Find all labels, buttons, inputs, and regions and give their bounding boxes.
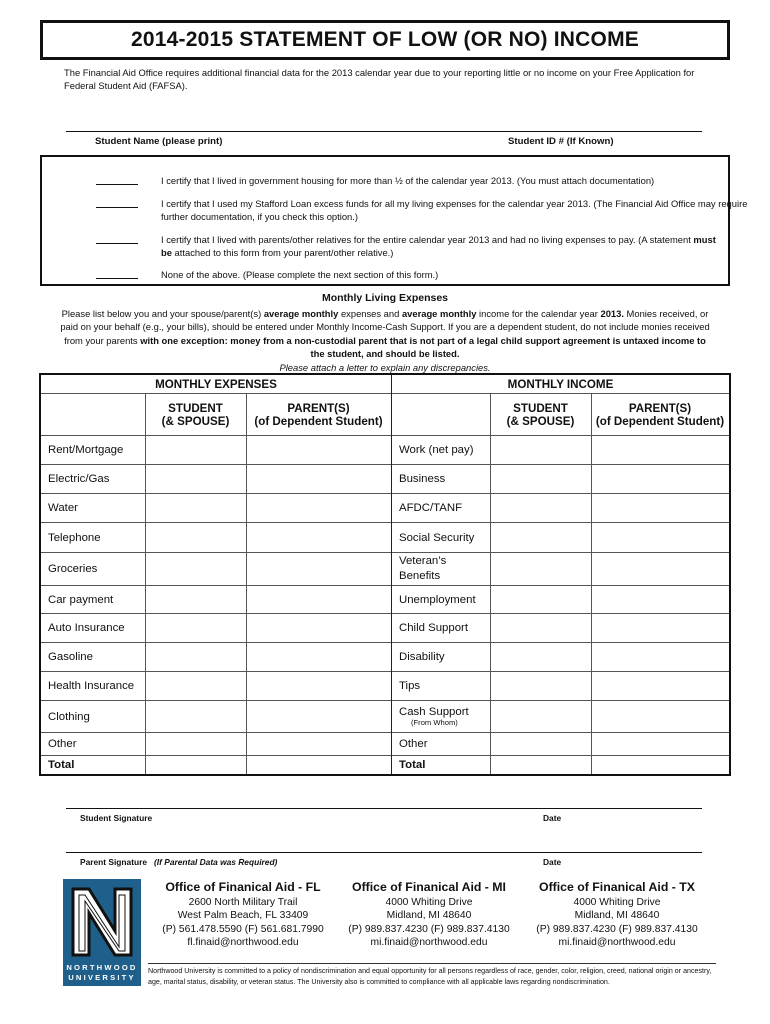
income-label-work: Work (net pay) [399, 444, 474, 456]
office-fl-city: West Palm Beach, FL 33409 [177, 910, 309, 922]
expenses-student-col-header: STUDENT (& SPOUSE) [161, 401, 230, 428]
office-tx [522, 881, 712, 950]
office-tx-city: Midland, MI 48640 [574, 910, 660, 922]
income-parent-col-header: PARENT(S) (of Dependent Student) [595, 401, 725, 428]
nondiscrimination-notice: Northwood University is committed to a policy of nondiscrimination and equal opportunity for all persons regardless of race, gender, color, religion, creed, national origin or ancestry, age, marital status, disability, or veteran status. The University also is committed to compliance with all applicable laws regarding nondiscrimination. [148, 967, 712, 986]
cert-checkline-2[interactable] [96, 207, 138, 208]
northwood-logo [63, 879, 141, 986]
student-name-label: Student Name (please print) [95, 136, 223, 147]
cert-text-3: I certify that I lived with parents/other relatives for the entire calendar year 2013 and had no living expenses to pay. (A statement must be attached to this form from your parent/other relative.) [161, 234, 716, 258]
income-label-veterans-benefits: Veteran’s Benefits [399, 555, 447, 582]
expense-label-telephone: Telephone [48, 531, 101, 544]
student-date-label: Date [543, 813, 562, 823]
title-box [40, 20, 730, 60]
parent-signature-line[interactable] [66, 852, 702, 853]
office-mi-phone: (P) 989.837.4230 (F) 989.837.4130 [348, 923, 510, 935]
income-label-tips: Tips [399, 680, 421, 692]
office-mi-city: Midland, MI 48640 [386, 910, 472, 922]
office-fl-title: Office of Finanical Aid - FL [165, 880, 321, 894]
student-id-label: Student ID # (If Known) [508, 136, 614, 147]
income-label-disability: Disability [399, 651, 445, 663]
expense-label-other: Other [48, 738, 77, 750]
office-fl [148, 881, 338, 950]
northwood-n-logo-icon [63, 881, 141, 961]
income-label-afdc: AFDC/TANF [399, 502, 463, 514]
income-label-business: Business [399, 473, 446, 485]
cert-checkline-4[interactable] [96, 278, 138, 279]
office-tx-email[interactable]: mi.finaid@northwood.edu [558, 937, 676, 949]
living-expenses-title: Monthly Living Expenses [321, 292, 449, 304]
student-name-line[interactable] [66, 131, 702, 132]
logo-line-2: UNIVERSITY [68, 973, 136, 982]
income-label-other: Other [399, 738, 428, 750]
intro-text: The Financial Aid Office requires additional financial data for the 2013 calendar year due to your reporting little or no income on your Free Application for Federal Student Aid (FAFSA). [64, 67, 695, 91]
expense-label-car-payment: Car payment [48, 593, 114, 606]
student-signature-label: Student Signature [80, 813, 153, 823]
cash-support-from-whom: (From Whom) [411, 718, 458, 727]
parent-date-label: Date [543, 857, 562, 867]
income-label-cash-support: Cash Support (From Whom) [399, 706, 469, 727]
office-fl-phone: (P) 561.478.5590 (F) 561.681.7990 [162, 923, 324, 935]
income-label-social-security: Social Security [399, 531, 475, 544]
cert-checkline-1[interactable] [96, 184, 138, 185]
student-signature-line[interactable] [66, 808, 702, 809]
income-student-col-header: STUDENT (& SPOUSE) [506, 401, 575, 428]
office-fl-email[interactable]: fl.finaid@northwood.edu [187, 937, 299, 949]
income-label-child-support: Child Support [399, 622, 469, 634]
office-mi-title: Office of Finanical Aid - MI [352, 880, 506, 894]
logo-line-1: NORTHWOOD [66, 963, 138, 972]
office-mi-street: 4000 Whiting Drive [385, 896, 473, 908]
cert-text-2: I certify that I used my Stafford Loan excess funds for all my living expenses for the calendar year 2013. (The Financial Aid Office may require further documentation, if you check this option.) [161, 198, 748, 222]
office-fl-street: 2600 North Military Trail [188, 896, 298, 908]
expenses-parent-col-header: PARENT(S) (of Dependent Student) [254, 401, 383, 428]
monthly-expenses-header: MONTHLY EXPENSES [155, 377, 277, 391]
office-mi-email[interactable]: mi.finaid@northwood.edu [370, 937, 488, 949]
office-tx-street: 4000 Whiting Drive [573, 896, 661, 908]
office-mi [338, 881, 520, 950]
cert-text-1: I certify that I lived in government housing for more than ½ of the calendar year 2013. (You must attach documentation) [161, 175, 655, 186]
office-tx-title: Office of Finanical Aid - TX [539, 880, 695, 894]
income-label-unemployment: Unemployment [399, 593, 476, 606]
expense-label-groceries: Groceries [48, 563, 98, 575]
certification-box [40, 155, 748, 286]
monthly-income-header: MONTHLY INCOME [507, 377, 614, 391]
cert-text-4: None of the above. (Please complete the next section of this form.) [161, 269, 439, 280]
parent-signature-label: Parent Signature (If Parental Data was Required) [80, 857, 278, 867]
expense-label-health-insurance: Health Insurance [48, 680, 135, 692]
office-tx-phone: (P) 989.837.4230 (F) 989.837.4130 [536, 923, 698, 935]
expense-label-total: Total [48, 759, 75, 771]
expense-label-electric: Electric/Gas [48, 473, 110, 485]
footer-divider [148, 963, 716, 964]
expense-label-auto-insurance: Auto Insurance [48, 622, 125, 634]
expense-label-rent: Rent/Mortgage [48, 444, 124, 456]
cert-checkline-3[interactable] [96, 243, 138, 244]
expense-label-gasoline: Gasoline [48, 651, 93, 663]
expense-income-table [39, 373, 731, 776]
income-label-total: Total [399, 759, 426, 771]
living-expenses-instructions: Please list below you and your spouse/parent(s) average monthly expenses and average monthly income for the calendar year 2013. Monies received, or paid on your behalf (e.g., your bills), should be entered under Monthly Income-Cash Support. If you are a dependent student, do not include monies received from your parents with one exception: money from a non-custodial parent that is not part of a legal child support agreement is untaxed income to the student, and should be listed. Please attach a letter to explain any discrepancies. [60, 308, 710, 373]
form-title: 2014-2015 STATEMENT OF LOW (OR NO) INCOME [131, 28, 639, 51]
expense-label-water: Water [48, 502, 78, 514]
expense-label-clothing: Clothing [48, 710, 90, 723]
